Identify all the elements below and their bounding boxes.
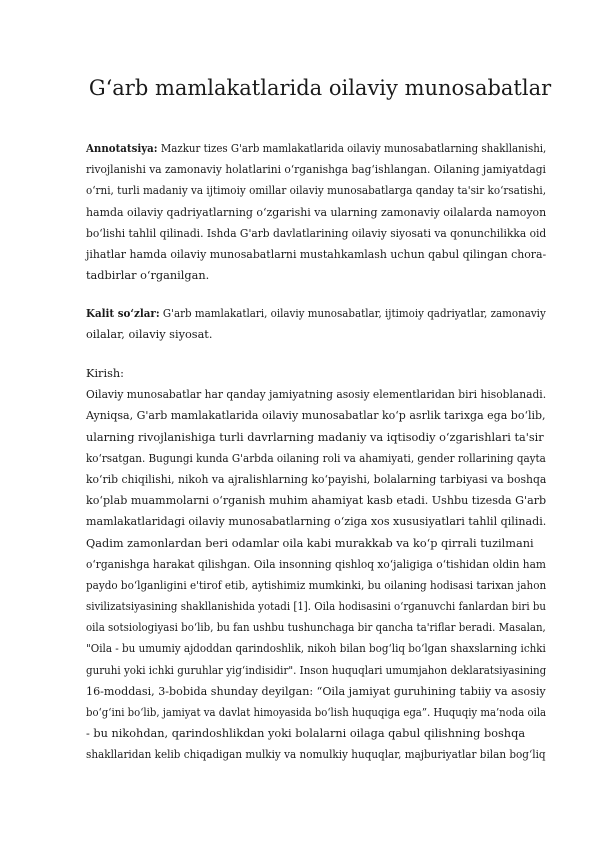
intro-line: Qadim zamonlardan beri odamlar oila kabi murakkab va ko‘p qirrali tuzilmani	[86, 536, 534, 550]
intro-line: ko‘rsatgan. Bugungi kunda G'arbda oilaning roli va ahamiyati, gender rollarining qayta	[86, 451, 546, 465]
intro-line: ko‘rib chiqilishi, nikoh va ajralishlarning ko‘payishi, bolalarning tarbiyasi va boshqa	[86, 472, 547, 486]
intro-line: oila sotsiologiyasi bo‘lib, bu fan ushbu tushunchaga bir qancha ta'riflar beradi. Masalan,	[86, 621, 546, 635]
intro-line: guruhi yoki ichki guruhlar yig‘indisidir". Inson huquqlari umumjahon deklaratsiyasining	[86, 663, 547, 677]
intro-line: shakllaridan kelib chiqadigan mulkiy va nomulkiy huquqlar, majburiyatlar bilan bog‘liq	[86, 748, 546, 762]
keywords-line: oilalar, oilaviy siyosat.	[86, 328, 213, 342]
abstract-line: o‘rni, turli madaniy va ijtimoiy omillar oilaviy munosabatlarga qanday ta'sir ko‘rsatishi,	[86, 184, 547, 198]
intro-line: o‘rganishga harakat qilishgan. Oila insonning qishloq xo‘jaligiga o‘tishidan oldin ham	[86, 557, 546, 571]
intro-line: ularning rivojlanishiga turli davrlarning madaniy va iqtisodiy o‘zgarishlari ta'sir	[86, 430, 544, 444]
document-title: G‘arb mamlakatlarida oilaviy munosabatlar	[88, 76, 552, 100]
keywords-label: Kalit so‘zlar:	[86, 306, 160, 320]
abstract-line: tadbirlar o‘rganilgan.	[86, 269, 210, 283]
intro-line: "Oila - bu umumiy ajdoddan qarindoshlik, nikoh bilan bog‘liq bo‘lgan shaxslarning ichki	[86, 642, 546, 656]
abstract-line: jihatlar hamda oilaviy munosabatlarni mustahkamlash uchun qabul qilingan chora-	[86, 247, 547, 261]
introduction-section	[86, 363, 546, 766]
intro-line: Ayniqsa, G'arb mamlakatlarida oilaviy munosabatlar ko‘p asrlik tarixga ega bo‘lib,	[86, 409, 546, 423]
abstract-label: Annotatsiya:	[86, 141, 158, 155]
intro-line: paydo bo‘lganligini e'tirof etib, aytishimiz mumkinki, bu oilaning hodisasi tarixan jahon	[86, 578, 547, 592]
abstract-line: hamda oilaviy qadriyatlarning o‘zgarishi va ularning zamonaviy oilalarda namoyon	[86, 205, 547, 219]
abstract-line: rivojlanishi va zamonaviy holatlarini o‘rganishga bag‘ishlangan. Oilaning jamiyatdagi	[86, 163, 546, 177]
abstract-text: Mazkur tizes G'arb mamlakatlarida oilaviy munosabatlarning shakllanishi,	[157, 142, 547, 155]
intro-line: 16-moddasi, 3-bobida shunday deyilgan: “Oila jamiyat guruhining tabiiy va asosiy	[86, 684, 546, 698]
intro-line: - bu nikohdan, qarindoshlikdan yoki bolalarni oilaga qabul qilishning boshqa	[86, 727, 526, 741]
intro-line: sivilizatsiyasining shakllanishida yotadi [1]. Oila hodisasini o‘rganuvchi fanlardan biri bu	[86, 600, 546, 614]
keywords-line	[86, 303, 546, 324]
abstract-line	[86, 138, 547, 159]
intro-line: Oilaviy munosabatlar har qanday jamiyatning asosiy elementlaridan biri hisoblanadi.	[86, 388, 547, 402]
introduction-heading: Kirish:	[86, 367, 124, 380]
intro-line: mamlakatlaridagi oilaviy munosabatlarning o‘ziga xos xususiyatlari tahlil qilinadi.	[86, 515, 547, 529]
keywords-section	[86, 303, 546, 345]
abstract-line: bo‘lishi tahlil qilinadi. Ishda G'arb davlatlarining oilaviy siyosati va qonunchilikka oid	[86, 226, 547, 240]
keywords-text: G'arb mamlakatlari, oilaviy munosabatlar, ijtimoiy qadriyatlar, zamonaviy	[159, 307, 546, 320]
intro-line: ko‘plab muammolarni o‘rganish muhim ahamiyat kasb etadi. Ushbu tizesda G'arb	[86, 494, 547, 508]
intro-line: bo‘g‘ini bo‘lib, jamiyat va davlat himoyasida bo‘lish huquqiga ega”. Huquqiy ma’noda oila	[86, 706, 547, 719]
abstract-section	[86, 138, 546, 286]
